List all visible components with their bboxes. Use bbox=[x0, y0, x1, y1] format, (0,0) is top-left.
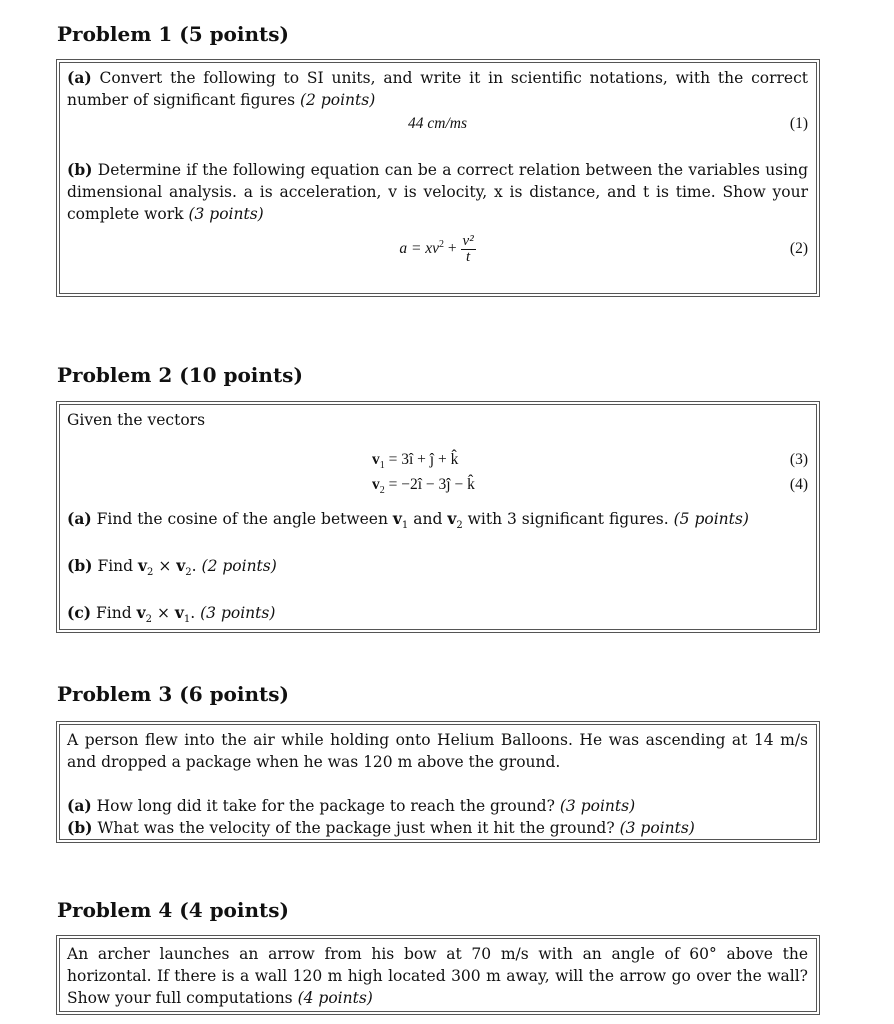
problem-1-box bbox=[56, 59, 820, 297]
equation-1-expression: 44 cm/ms bbox=[408, 115, 467, 132]
equation-4 bbox=[67, 474, 808, 496]
points-label: (3 points) bbox=[619, 819, 695, 837]
problem-1b-text bbox=[67, 159, 808, 225]
problem-4-question: An archer launches an arrow from his bow at 70 m/s with an angle of 60° above the horizontal. If there is a wall 120 m high located 300 m away, will the arrow go over the wall? Show your full computations bbox=[67, 945, 808, 1007]
vector-subscript: 2 bbox=[456, 520, 463, 531]
vector-symbol: v bbox=[174, 603, 184, 622]
vector-subscript: 2 bbox=[145, 614, 152, 625]
vector-v2-name: v bbox=[372, 476, 380, 493]
equation-2 bbox=[67, 227, 808, 271]
problem-4-heading: Problem 4 (4 points) bbox=[57, 898, 289, 922]
points-label: (5 points) bbox=[673, 510, 749, 528]
vector-symbol: v bbox=[176, 556, 186, 575]
problem-1b-question: Determine if the following equation can be a correct relation between the variables using dimensional analysis. a is acceleration, v is velocity, x is distance, and t is time. Show your complete work bbox=[67, 161, 809, 223]
problem-2b-text: (b) Find $v_2 \times v_2$. (2 points) bbox=[67, 556, 277, 578]
cross-symbol: × bbox=[156, 604, 170, 622]
vector-v2-components: = −2î − 3ĵ − k̂ bbox=[388, 476, 475, 493]
equation-number: (3) bbox=[789, 451, 808, 468]
part-label: (a) bbox=[67, 68, 92, 87]
problem-3-content bbox=[59, 724, 817, 840]
points-label: (4 points) bbox=[297, 989, 373, 1007]
vector-subscript: 2 bbox=[147, 567, 154, 578]
equation-number: (4) bbox=[789, 476, 808, 493]
problem-4-content bbox=[59, 938, 817, 1012]
problem-1a-text bbox=[67, 67, 808, 111]
equation-2-lhs: a = xv bbox=[399, 240, 440, 257]
problem-2-box bbox=[56, 401, 820, 633]
vector-symbol: v bbox=[136, 603, 146, 622]
vector-v1-name: v bbox=[372, 451, 380, 468]
equation-2-exponent: 2 bbox=[439, 239, 445, 250]
problem-1a-question: Convert the following to SI units, and write it in scientific notations, with the correct number of significant figures bbox=[67, 69, 809, 109]
part-label: (c) bbox=[67, 603, 92, 622]
equation-number: (1) bbox=[789, 115, 808, 132]
vector-v1-components: = 3î + ĵ + k̂ bbox=[388, 451, 459, 468]
vector-symbol: v bbox=[447, 509, 457, 528]
part-label: (b) bbox=[67, 818, 93, 837]
equation-3 bbox=[67, 449, 808, 471]
problem-3-box bbox=[56, 721, 820, 843]
problem-3b-text bbox=[67, 817, 808, 839]
problem-4-description bbox=[67, 943, 808, 1009]
vector-v1-subscript: 1 bbox=[379, 460, 385, 471]
points-label: (3 points) bbox=[200, 604, 276, 622]
problem-4-box bbox=[56, 935, 820, 1015]
problem-2c-text: (c) Find $v_2 \times v_1$. (3 points) bbox=[67, 603, 276, 625]
points-label: (2 points) bbox=[299, 91, 376, 109]
problem-2-content bbox=[59, 404, 817, 630]
problem-3a-text bbox=[67, 795, 808, 817]
part-label: (a) bbox=[67, 509, 92, 528]
part-label: (a) bbox=[67, 796, 92, 815]
fraction-numerator: v² bbox=[462, 232, 474, 249]
vector-v1-equation bbox=[372, 449, 458, 473]
problem-2b-question: Find bbox=[97, 557, 134, 575]
problem-2a-text bbox=[67, 508, 808, 533]
vector-symbol: v bbox=[392, 509, 402, 528]
points-label: (3 points) bbox=[188, 205, 264, 223]
vector-subscript: 2 bbox=[185, 567, 192, 578]
vector-v2-equation bbox=[372, 474, 475, 498]
vector-v2-subscript: 2 bbox=[379, 485, 385, 496]
fraction-denominator: t bbox=[466, 248, 471, 265]
problem-2-intro: Given the vectors bbox=[67, 411, 206, 429]
problem-2c-question: Find bbox=[96, 604, 132, 622]
problem-2a-question-end: with 3 significant figures. bbox=[467, 510, 669, 528]
cross-symbol: × bbox=[158, 557, 172, 575]
part-label: (b) bbox=[67, 556, 93, 575]
problem-3a-question: How long did it take for the package to reach the ground? bbox=[96, 797, 555, 815]
problem-1-content bbox=[59, 62, 817, 294]
problem-2a-question-start: Find the cosine of the angle between bbox=[96, 510, 388, 528]
vector-subscript: 1 bbox=[183, 614, 191, 625]
fraction bbox=[461, 234, 476, 265]
problem-3-heading: Problem 3 (6 points) bbox=[57, 682, 289, 706]
problem-2a-question-and: and bbox=[413, 510, 443, 528]
points-label: (2 points) bbox=[201, 557, 277, 575]
part-label: (b) bbox=[67, 160, 93, 179]
vector-symbol: v bbox=[138, 556, 148, 575]
problem-3-description: A person flew into the air while holding onto Helium Balloons. He was ascending at 14 m/s and dropped a package when he was 120 m above the ground. bbox=[67, 731, 808, 771]
problem-1-heading: Problem 1 (5 points) bbox=[57, 22, 289, 46]
points-label: (3 points) bbox=[559, 797, 636, 815]
equation-1 bbox=[67, 113, 808, 139]
vector-subscript: 1 bbox=[401, 520, 409, 531]
equation-2-plus: + bbox=[447, 240, 457, 257]
problem-2-heading: Problem 2 (10 points) bbox=[57, 363, 303, 387]
equation-number: (2) bbox=[789, 240, 808, 257]
problem-3b-question: What was the velocity of the package just when it hit the ground? bbox=[97, 819, 615, 837]
